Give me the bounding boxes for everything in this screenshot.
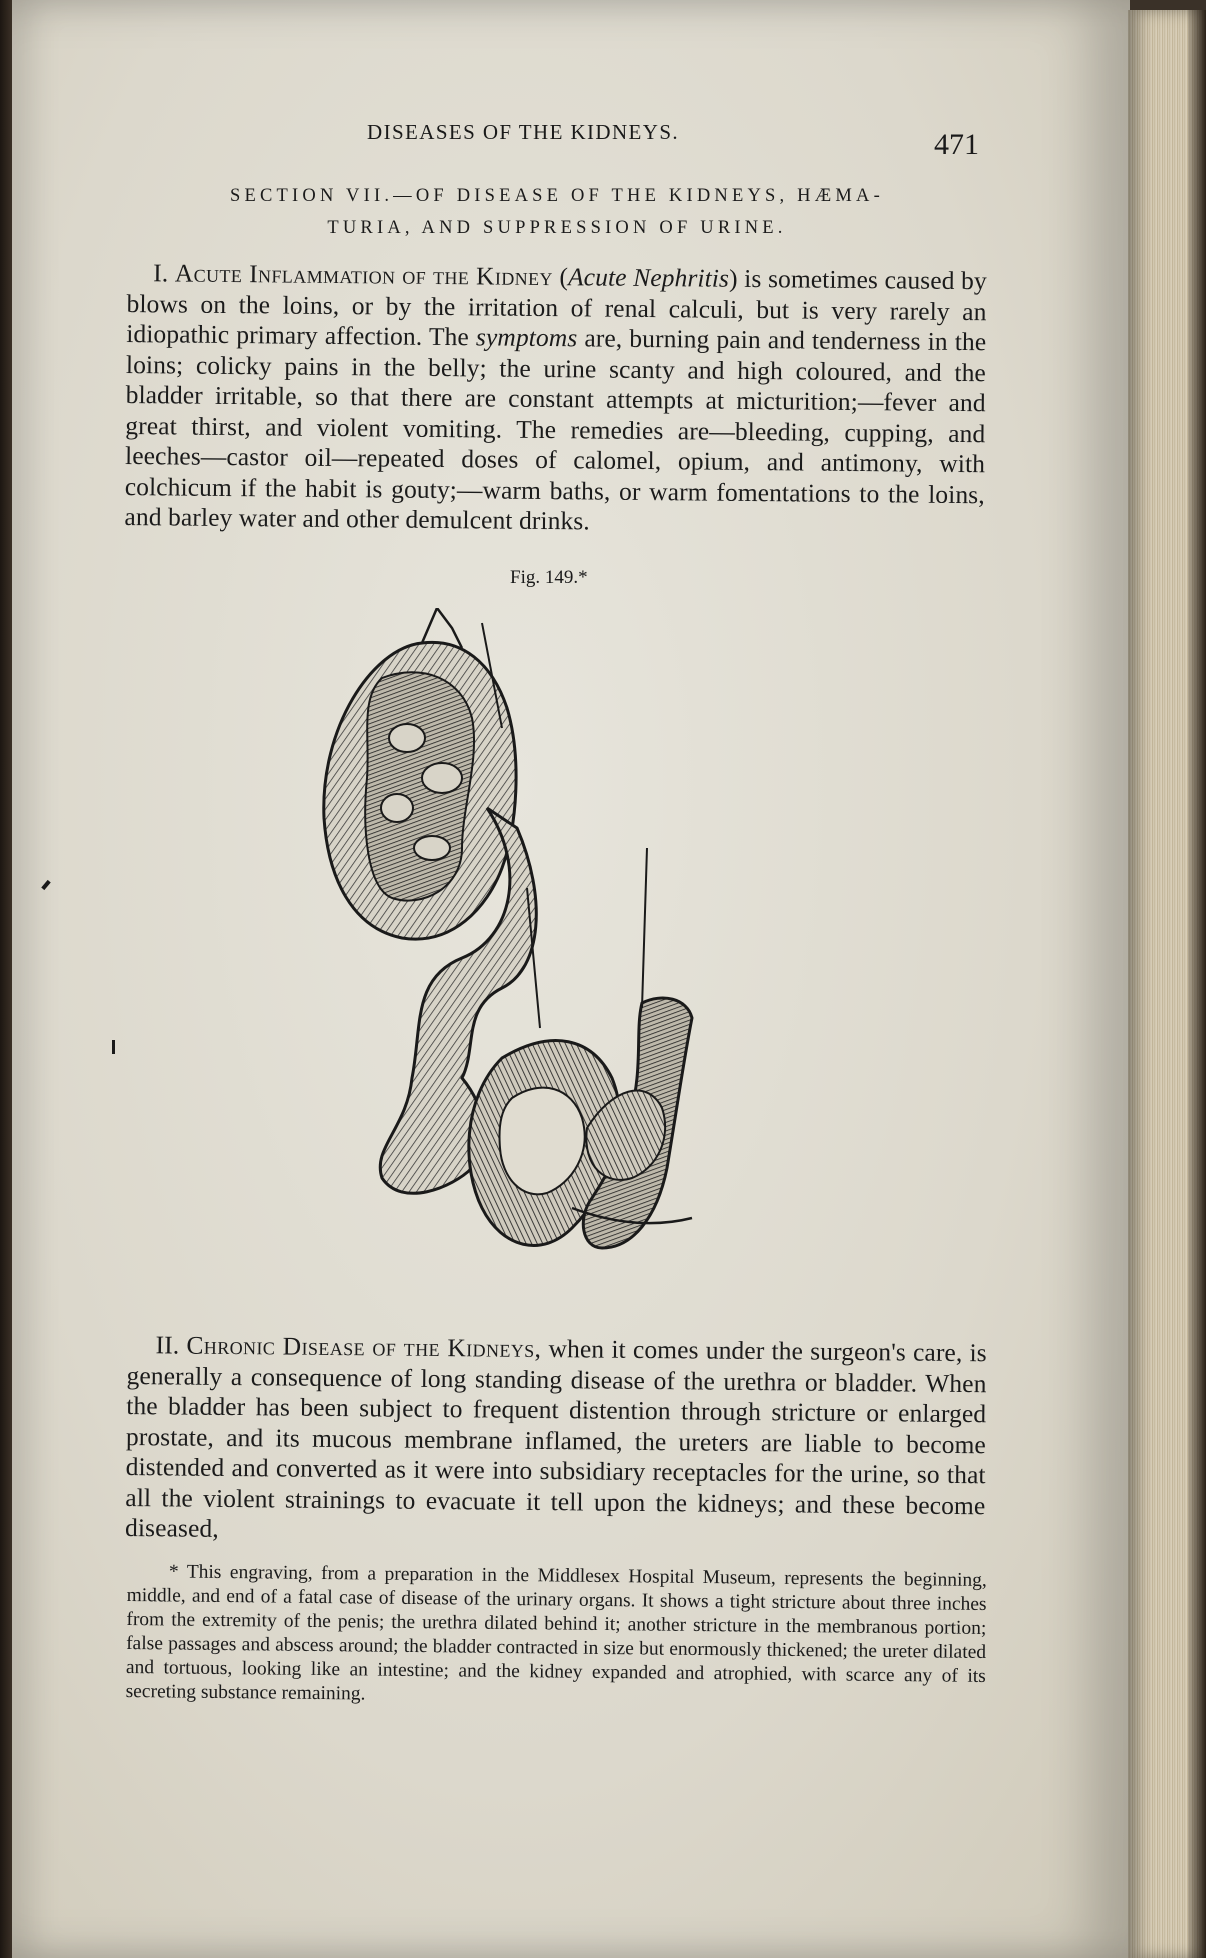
book-page — [12, 0, 1130, 1958]
figure-caption: Fig. 149.* — [510, 567, 588, 588]
section-heading — [127, 180, 987, 244]
paragraph-text: are, burning pain and tenderness in the loins; colicky pains in the belly; the urine scanty and high coloured, and the bladder irritable, so that there are constant attempts at micturition;—fever and great thirst, and violent vomiting. The remedies are—bleeding, cupping, and leeches—castor oil—repeated doses of calomel, opium, and antimony, with colchicum if the habit is gouty;—warm baths, or warm fomentations to the loins, and barley water and other demulcent drinks. — [124, 323, 987, 536]
latin-term: Acute Nephritis — [567, 262, 730, 293]
book-page-edges — [1128, 10, 1206, 1958]
paragraph-numeral: II. — [155, 1330, 180, 1360]
paragraph-text: when it comes under the surgeon's care, is generally a consequence of long standing disease of the urethra or bladder. When the bladder has been subject to frequent distention through stricture or enlarged prostate, and its mucous membrane inflamed, the ureters are liable to become distended and converted as it were into subsidiary receptacles for the urine, so that all the violent strainings to evacuate it tell upon the kidneys; and these become diseased, — [124, 1334, 987, 1543]
margin-mark — [41, 880, 50, 890]
paragraph-numeral: I. — [153, 258, 169, 288]
emphasis-term: symptoms — [475, 322, 578, 353]
paragraph-acute-nephritis: I. Acute Inflammation of the Kidney (Acute Nephritis) is sometimes caused by blows on the loins, or by the irritation of renal calculi, but is very rarely an idiopathic primary affection. The symptoms are, burning pain and tenderness in the loins; colicky pains in the belly; the urine scanty and high coloured, and the bladder irritable, so that there are constant attempts at micturition;—fever and great thirst, and violent vomiting. The remedies are—bleeding, cupping, and leeches—castor oil—repeated doses of calomel, opium, and antimony, with colchicum if the habit is gouty;—warm baths, or warm fomentations to the loins, and barley water and other demulcent drinks. — [124, 258, 987, 536]
paragraph-lead: Acute Inflammation of the Kidney — [174, 258, 554, 292]
kidney-engraving — [324, 608, 516, 939]
anatomical-engraving — [312, 608, 782, 1308]
section-heading-line-2: TURIA, AND SUPPRESSION OF URINE. — [327, 218, 787, 238]
footnote-text: This engraving, from a preparation in the Middlesex Hospital Museum, represents the beginning, middle, and end of a fatal case of disease of the urinary organs. It shows a tight stricture about three inches from the extremity of the penis; the urethra dilated behind it; another stricture in the membranous portion; false passages and abscess around; the bladder contracted in size but enormously thickened; the ureter dilated and tortuous, looking like an intestine; and the kidney expanded and atrophied, with scarce any of its secreting substance remaining. — [125, 1561, 987, 1705]
page-number: 471 — [934, 128, 979, 161]
paragraph-lead: Chronic Disease of the Kidneys, — [186, 1330, 542, 1363]
paragraph-chronic-disease — [125, 1330, 987, 1552]
footnote — [125, 1560, 986, 1713]
section-heading-line-1: SECTION VII.—OF DISEASE OF THE KIDNEYS, HÆMA- — [230, 186, 884, 206]
running-head: DISEASES OF THE KIDNEYS. — [367, 120, 680, 144]
paragraph-text: is sometimes caused by blows on the loins, or by the irritation of renal calculi, but is very rarely an idiopathic primary affection. The — [126, 263, 987, 352]
footnote-marker: * — [168, 1561, 179, 1583]
margin-mark — [112, 1040, 115, 1054]
